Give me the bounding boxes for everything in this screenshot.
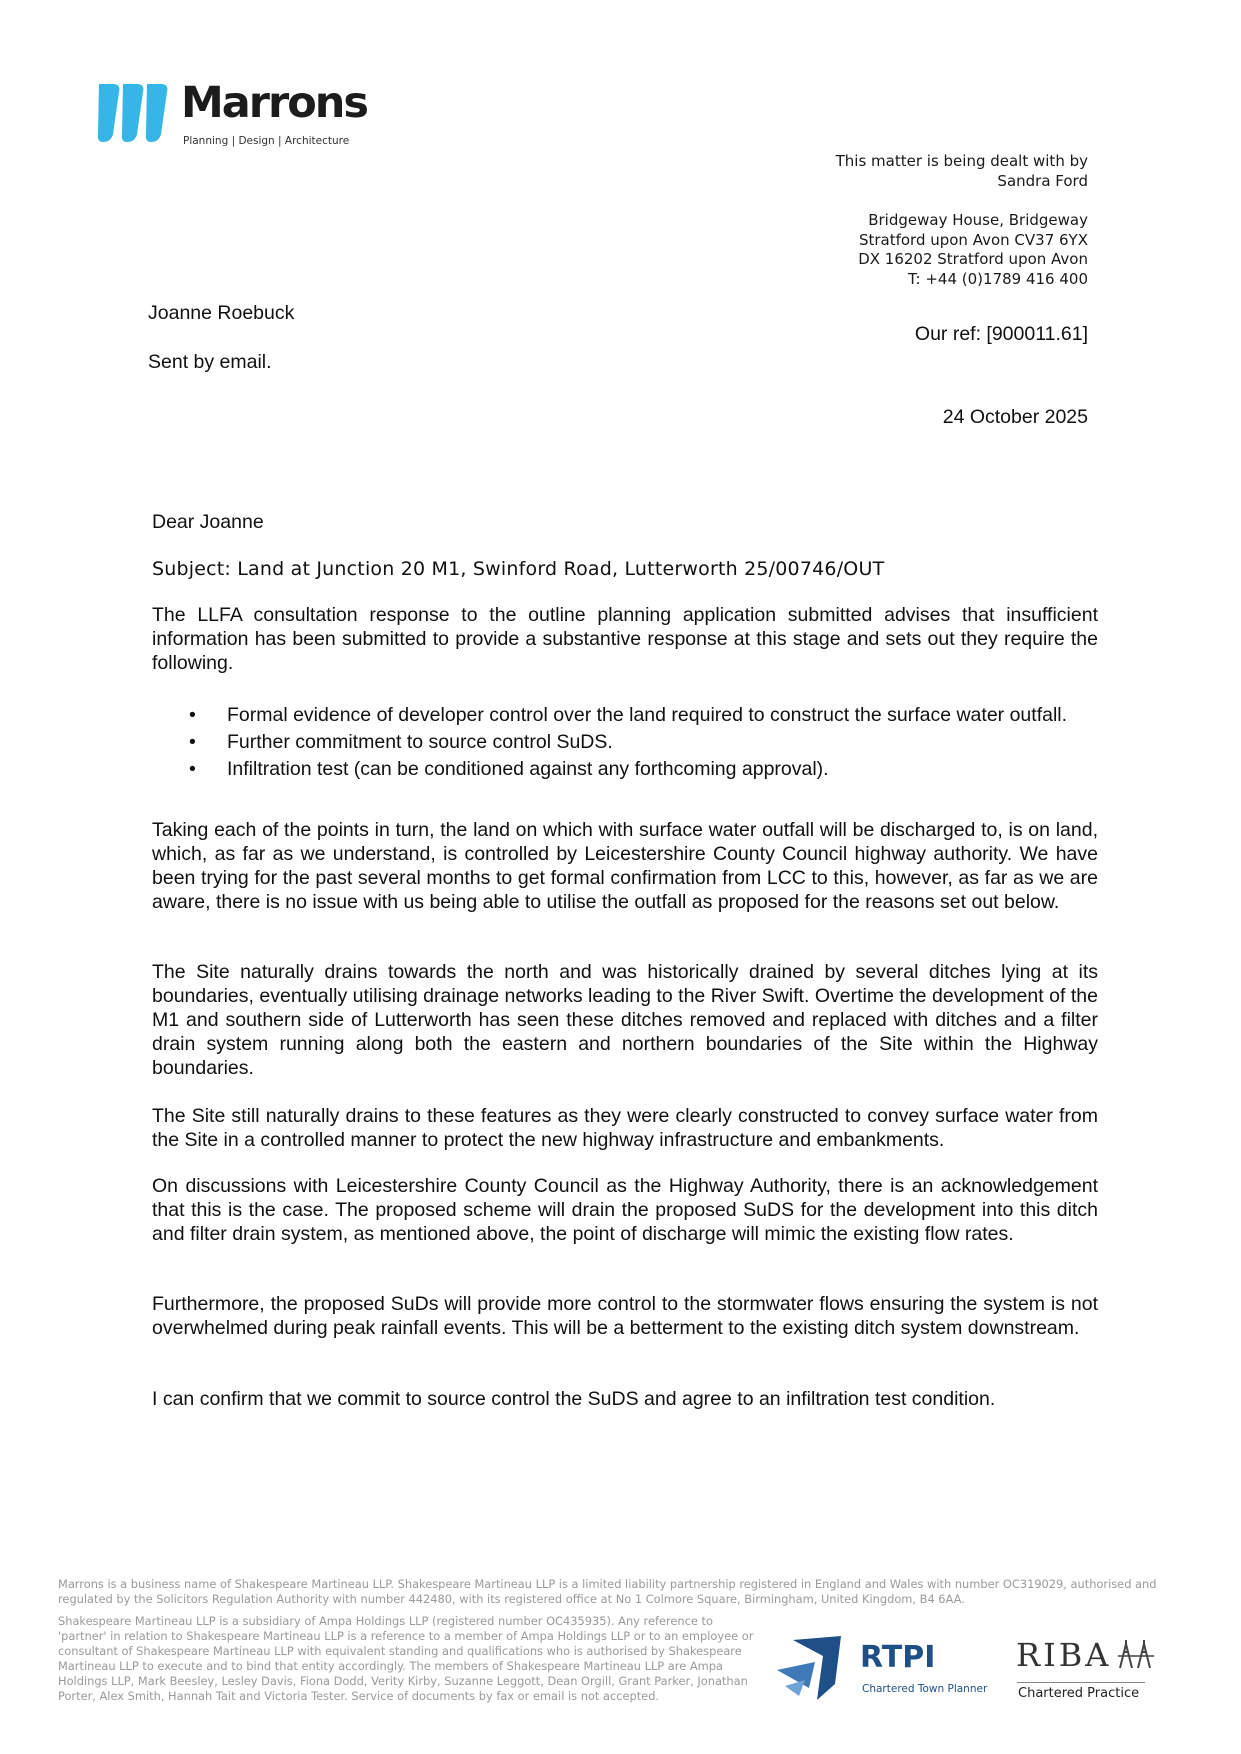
brand-tagline: Planning | Design | Architecture (183, 135, 350, 147)
rtpi-subtitle: Chartered Town Planner (862, 1683, 988, 1695)
salutation: Dear Joanne (152, 511, 264, 533)
footer-legal-text: Marrons is a business name of Shakespeare Martineau LLP. Shakespeare Martineau LLP is a limited liability partnership registered in England and Wales with number OC319029, authorised and regulated by the Solicitors Regulation Authority with number 442480, with its registered office at No 1 Colmore Square, Birmingham, United Kingdom, B4 6AA. (58, 1577, 1157, 1606)
riba-lions-icon (1116, 1638, 1156, 1672)
body-paragraph: Furthermore, the proposed SuDs will provide more control to the stormwater flows ensuring the system is not overwhelmed during peak rainfall events. This will be a betterment to the existing ditch system downstream. (152, 1293, 1098, 1339)
address-line: Stratford upon Avon CV37 6YX (858, 230, 1088, 249)
requirements-list (152, 703, 1098, 784)
footer-subsidiary-text: Shakespeare Martineau LLP is a subsidiary of Ampa Holdings LLP (registered number OC435935). Any reference to 'partner' in relation to Shakespeare Martineau LLP is a reference to a member of Ampa Holdings LLP or to an employee or consultant of Shakespeare Martineau LLP with equivalent standing and qualifications who is authorised by Shakespeare Martineau LLP to execute and to bind that entity accordingly. The members of Shakespeare Martineau LLP are Ampa Holdings LLP, Mark Beesley, Lesley Davis, Fiona Dodd, Verity Kirby, Suzanne Leggott, Dean Orgill, Grant Parker, Jonathan Porter, Alex Smith, Hannah Tait and Victoria Tester. Service of documents by fax or email is not accepted. (58, 1614, 754, 1703)
body-paragraph: The Site still naturally drains to these features as they were clearly constructed to convey surface water from the Site in a controlled manner to protect the new highway infrastructure and embankments. (152, 1105, 1098, 1151)
rtpi-name: RTPI (860, 1640, 936, 1675)
riba-logo (1016, 1636, 1166, 1706)
letter-date: 24 October 2025 (942, 406, 1088, 428)
brand-name: Marrons (181, 78, 367, 128)
body-paragraph: Taking each of the points in turn, the land on which with surface water outfall will be discharged to, is on land, which, as far as we understand, is controlled by Leicestershire County Council highway authority. We have been trying for the past several months to get formal confirmation from LCC to this, however, as far as we are aware, there is no issue with us being able to utilise the outfall as proposed for the reasons set out below. (152, 819, 1098, 913)
list-item: • Infiltration test (can be conditioned against any forthcoming approval). (189, 758, 829, 780)
phone-line: T: +44 (0)1789 416 400 (908, 269, 1088, 288)
recipient-name: Joanne Roebuck (148, 302, 295, 324)
riba-subtitle: Chartered Practice (1018, 1686, 1140, 1701)
address-line: DX 16202 Stratford upon Avon (858, 250, 1088, 268)
list-item: • Further commitment to source control SuDS. (189, 731, 613, 753)
bullet-icon: • (189, 731, 196, 753)
list-item: • Formal evidence of developer control over the land required to construct the surface water outfall. (189, 704, 1068, 726)
rtpi-logo (775, 1636, 1005, 1706)
our-reference: Our ref: [900011.61] (914, 323, 1088, 345)
bullet-icon: • (189, 704, 196, 726)
address-line: Bridgeway House, Bridgeway (868, 211, 1088, 229)
body-paragraph: The Site naturally drains towards the north and was historically drained by several ditches lying at its boundaries, eventually utilising drainage networks leading to the River Swift. Overtime the development of the M1 and southern side of Lutterworth has seen these ditches removed and replaced with ditches and a filter drain system running along both the eastern and northern boundaries of the Site within the Highway boundaries. (152, 961, 1098, 1079)
sender-block (668, 152, 1088, 289)
body-paragraph: I can confirm that we commit to source control the SuDS and agree to an infiltration test condition. (152, 1388, 996, 1410)
rtpi-mark-icon (775, 1636, 851, 1702)
delivery-method: Sent by email. (148, 351, 272, 373)
marrons-mark-icon (95, 82, 171, 144)
contact-name: Sandra Ford (997, 171, 1088, 190)
riba-divider (1017, 1682, 1145, 1683)
subject-line: Subject: Land at Junction 20 M1, Swinford Road, Lutterworth 25/00746/OUT (152, 558, 885, 580)
dealt-with-line: This matter is being dealt with by (835, 152, 1088, 170)
intro-paragraph: The LLFA consultation response to the outline planning application submitted advises that insufficient information has been submitted to provide a substantive response at this stage and sets out they require the following. (152, 604, 1098, 674)
marrons-logo (95, 78, 365, 158)
riba-name: RIBA (1016, 1636, 1112, 1674)
bullet-icon: • (189, 758, 196, 780)
body-paragraph: On discussions with Leicestershire County Council as the Highway Authority, there is an acknowledgement that this is the case. The proposed scheme will drain the proposed SuDS for the development into this ditch and filter drain system, as mentioned above, the point of discharge will mimic the existing flow rates. (152, 1175, 1098, 1245)
